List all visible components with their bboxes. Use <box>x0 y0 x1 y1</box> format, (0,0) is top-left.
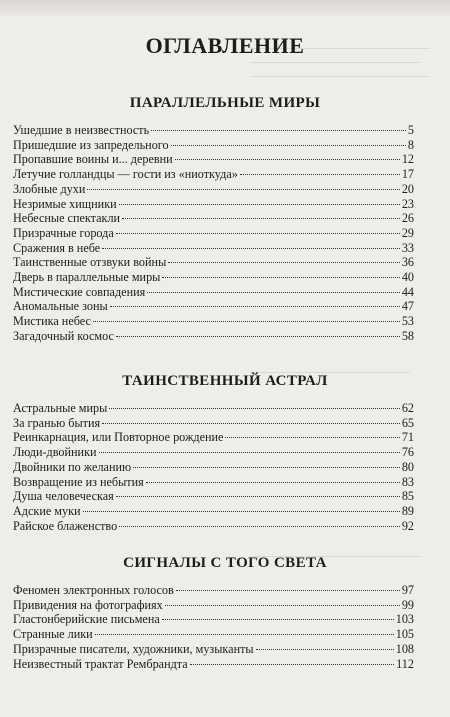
page-number: 44 <box>401 284 414 299</box>
toc-entry <box>13 151 414 167</box>
entry-title: Возвращение из небытия <box>13 474 144 489</box>
page-number: 112 <box>396 656 414 671</box>
toc-entry <box>13 122 414 138</box>
page-number: 20 <box>401 181 414 196</box>
dot-leader <box>176 589 400 591</box>
toc-entry <box>13 269 414 285</box>
toc-entry <box>13 240 414 256</box>
entry-title: Феномен электронных голосов <box>13 583 174 597</box>
entry-title: Привидения на фотографиях <box>13 597 163 612</box>
entry-title: Райское блаженство <box>13 518 118 533</box>
toc-entry <box>13 166 414 182</box>
page-number: 105 <box>395 627 414 642</box>
page-number: 8 <box>407 137 414 152</box>
bleed-through-line <box>250 76 430 77</box>
section-title: ТАИНСТВЕННЫЙ АСТРАЛ <box>122 373 328 389</box>
toc-entry <box>13 626 414 642</box>
page-number: 71 <box>401 430 414 445</box>
toc-entry <box>13 503 414 519</box>
page-number: 76 <box>401 445 414 460</box>
page-number: 36 <box>401 255 414 270</box>
entry-title: Мистика небес <box>13 314 91 329</box>
entry-title: Двойники по желанию <box>13 459 132 474</box>
dot-leader <box>171 144 406 146</box>
dot-leader <box>146 481 400 483</box>
page-number: 65 <box>401 415 414 430</box>
toc-entry <box>13 284 414 300</box>
toc-entry <box>13 400 414 416</box>
toc-entry <box>13 328 414 344</box>
toc-entry <box>13 137 414 153</box>
dot-leader <box>83 510 400 512</box>
page-number: 17 <box>401 167 414 182</box>
page-title: ОГЛАВЛЕНИЕ <box>145 33 305 58</box>
entry-title: Незримые хищники <box>13 196 117 211</box>
toc-entry <box>13 611 414 627</box>
page-number: 40 <box>401 270 414 284</box>
page-number: 62 <box>401 401 414 415</box>
toc-entry <box>13 196 414 212</box>
toc-entry <box>13 641 414 657</box>
dot-leader <box>133 466 400 468</box>
dot-leader <box>162 276 399 278</box>
entry-title: Пропавшие воины и... деревни <box>13 152 173 167</box>
bleed-through-line <box>250 62 420 63</box>
toc-entry <box>13 298 414 314</box>
entry-title: Астральные миры <box>13 401 108 415</box>
page-number: 12 <box>401 152 414 167</box>
toc-entry <box>13 225 414 241</box>
entry-title: Люди-двойники <box>13 445 97 460</box>
page-number: 103 <box>395 612 414 627</box>
entry-title: Загадочный космос <box>13 328 114 343</box>
page-number: 80 <box>401 459 414 474</box>
dot-leader <box>225 436 399 438</box>
toc-entry <box>13 415 414 431</box>
page-number: 29 <box>401 225 414 240</box>
page-number: 26 <box>401 211 414 226</box>
dot-leader <box>116 495 400 497</box>
toc-entry <box>13 459 414 475</box>
entry-title: Неизвестный трактат Рембрандта <box>13 656 188 671</box>
toc-entry <box>13 429 414 445</box>
dot-leader <box>119 203 400 205</box>
page-number: 97 <box>401 583 414 597</box>
dot-leader <box>122 217 400 219</box>
dot-leader <box>102 247 400 249</box>
page-number: 47 <box>401 299 414 314</box>
dot-leader <box>116 232 400 234</box>
entry-title: Реинкарнация, или Повторное рождение <box>13 430 224 445</box>
page-number: 89 <box>401 503 414 518</box>
entry-title: Призрачные города <box>13 225 114 240</box>
dot-leader <box>119 525 400 527</box>
toc-entry <box>13 254 414 270</box>
dot-leader <box>165 604 400 606</box>
toc-entry <box>13 474 414 490</box>
toc-entry <box>13 488 414 504</box>
page-number: 99 <box>401 597 414 612</box>
toc-entry <box>13 313 414 329</box>
dot-leader <box>175 158 400 160</box>
page-number: 85 <box>401 489 414 504</box>
entry-title: Пришедшие из запредельного <box>13 137 169 152</box>
section-title: СИГНАЛЫ С ТОГО СВЕТА <box>123 555 327 571</box>
toc-entry <box>13 181 414 197</box>
page-number: 53 <box>401 314 414 329</box>
dot-leader <box>102 422 400 424</box>
entry-title: Ушедшие в неизвестность <box>13 123 150 137</box>
page-top-edge <box>0 0 450 16</box>
dot-leader <box>190 663 394 665</box>
toc-entry <box>13 656 414 672</box>
dot-leader <box>256 648 394 650</box>
entry-title: Странные лики <box>13 627 93 642</box>
entry-title: Гластонберийские письмена <box>13 612 160 627</box>
page-number: 92 <box>401 518 414 533</box>
entry-title: Адские муки <box>13 503 81 518</box>
entry-title: За гранью бытия <box>13 415 101 430</box>
page-number: 108 <box>395 641 414 656</box>
entry-title: Злобные духи <box>13 181 86 196</box>
dot-leader <box>168 261 400 263</box>
toc-entry <box>13 582 414 598</box>
toc-entry <box>13 444 414 460</box>
dot-leader <box>110 305 400 307</box>
dot-leader <box>240 173 400 175</box>
entry-title: Душа человеческая <box>13 489 114 504</box>
dot-leader <box>162 618 394 620</box>
entry-title: Летучие голландцы — гости из «ниоткуда» <box>13 167 238 182</box>
dot-leader <box>147 291 400 293</box>
dot-leader <box>93 320 400 322</box>
entry-title: Аномальные зоны <box>13 299 108 314</box>
section-title: ПАРАЛЛЕЛЬНЫЕ МИРЫ <box>129 95 321 111</box>
page-number: 23 <box>401 196 414 211</box>
dot-leader <box>116 335 400 337</box>
toc-entry <box>13 210 414 226</box>
dot-leader <box>151 129 406 131</box>
entry-title: Дверь в параллельные миры <box>13 270 161 284</box>
dot-leader <box>95 633 394 635</box>
dot-leader <box>99 451 400 453</box>
entry-title: Небесные спектакли <box>13 211 121 226</box>
entry-title: Призрачные писатели, художники, музыканты <box>13 641 254 656</box>
dot-leader <box>109 407 399 409</box>
page-number: 33 <box>401 240 414 255</box>
dot-leader <box>87 188 399 190</box>
entry-title: Таинственные отзвуки войны <box>13 255 167 270</box>
entry-title: Мистические совпадения <box>13 284 146 299</box>
toc-entry <box>13 518 414 534</box>
toc-entry <box>13 597 414 613</box>
page-number: 58 <box>401 328 414 343</box>
entry-title: Сражения в небе <box>13 240 101 255</box>
page-number: 5 <box>407 123 414 137</box>
page-number: 83 <box>401 474 414 489</box>
